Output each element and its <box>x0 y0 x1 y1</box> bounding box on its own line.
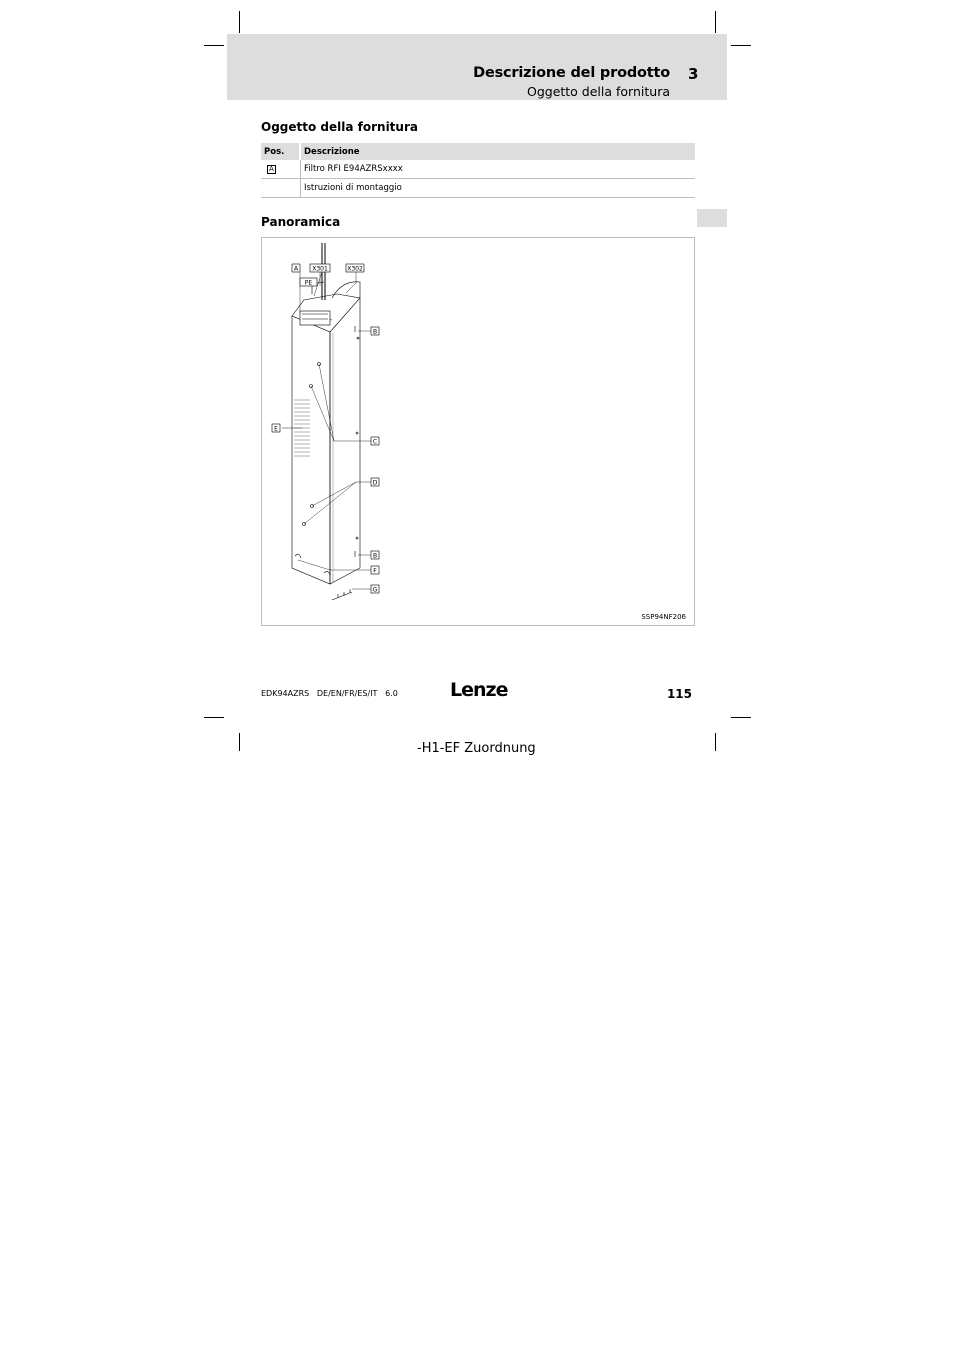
callout-c-label: C <box>372 438 378 446</box>
chapter-number: 3 <box>688 65 699 83</box>
table-row <box>261 179 695 198</box>
column-header-pos: Pos. <box>261 143 299 160</box>
table-header-row <box>261 143 695 160</box>
chapter-title: Descrizione del prodotto <box>473 65 670 81</box>
callout-x302-label: X302 <box>347 265 363 273</box>
table-cell-pos <box>261 179 301 197</box>
figure-id: SSP94NF206 <box>641 613 686 621</box>
crop-mark <box>715 733 716 751</box>
callout-b-label: B <box>372 552 378 560</box>
callout-pe-label: PE <box>304 279 313 287</box>
position-label: A <box>269 165 274 173</box>
callout-x301-label: X301 <box>312 265 328 273</box>
crop-mark <box>715 11 716 33</box>
delivery-table <box>261 143 695 198</box>
crop-mark <box>731 717 751 718</box>
callout-b-label: B <box>372 328 378 336</box>
document-info: EDK94AZRS DE/EN/FR/ES/IT 6.0 <box>261 689 398 698</box>
lenze-logo: Lenze <box>450 679 508 701</box>
page-number: 115 <box>666 687 692 701</box>
column-header-description: Descrizione <box>301 143 695 160</box>
table-cell-description: Filtro RFI E94AZRSxxxx <box>304 164 403 174</box>
table-row <box>261 160 695 179</box>
section-title-delivery: Oggetto della fornitura <box>261 120 418 134</box>
rfi-filter-drawing <box>262 238 694 625</box>
table-cell-pos <box>261 160 301 178</box>
table-cell-description: Istruzioni di montaggio <box>304 183 402 193</box>
chapter-subtitle: Oggetto della fornitura <box>526 84 670 99</box>
callout-d-label: D <box>372 479 378 487</box>
overview-figure <box>261 237 695 626</box>
callout-f-label: F <box>373 567 377 575</box>
crop-mark <box>204 717 224 718</box>
crop-mark <box>731 45 751 46</box>
chapter-side-tab <box>697 209 727 227</box>
section-title-overview: Panoramica <box>261 215 341 229</box>
crop-mark <box>204 45 224 46</box>
crop-mark <box>239 11 240 33</box>
callout-a-label: A <box>293 265 299 273</box>
callout-e-label: E <box>274 425 278 433</box>
crop-mark <box>239 733 240 751</box>
assignment-note: -H1-EF Zuordnung <box>417 741 536 756</box>
callout-g-label: G <box>372 586 378 594</box>
